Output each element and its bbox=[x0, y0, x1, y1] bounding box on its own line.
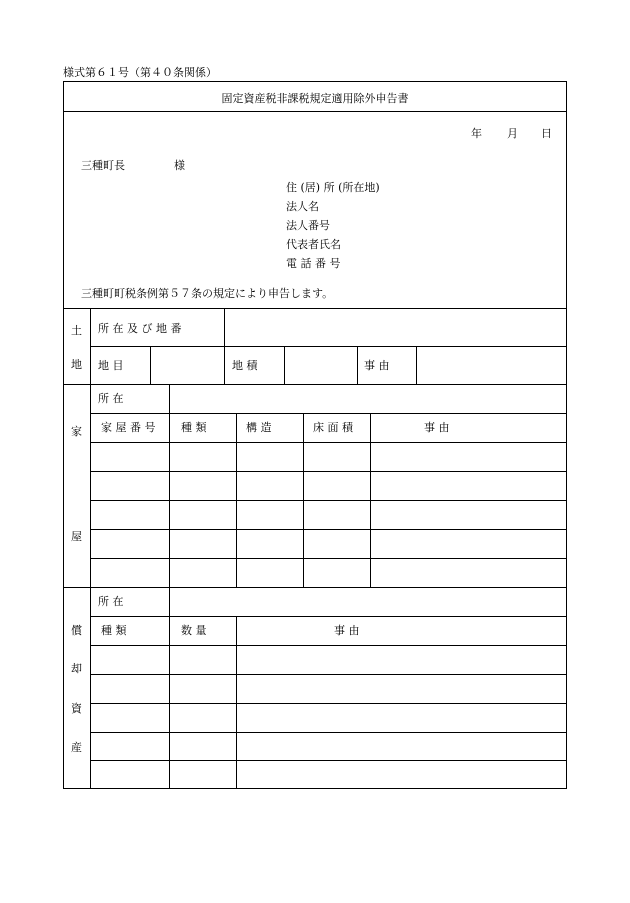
asset-header-quantity: 数 量 bbox=[181, 624, 207, 637]
asset-row[interactable] bbox=[90, 760, 566, 761]
house-row[interactable] bbox=[90, 558, 566, 559]
asset-header-type: 種 類 bbox=[101, 624, 127, 637]
date-day-field[interactable]: 日 bbox=[541, 127, 552, 140]
asset-side-label-2: 却 bbox=[71, 662, 82, 675]
land-category-label: 地 目 bbox=[98, 359, 124, 372]
applicant-corporation-name-field[interactable]: 法人名 bbox=[286, 200, 319, 213]
house-location-label: 所 在 bbox=[98, 392, 124, 405]
house-row[interactable] bbox=[90, 500, 566, 501]
asset-location-input[interactable] bbox=[170, 588, 565, 615]
declaration-form bbox=[63, 81, 567, 789]
date-month-field[interactable]: 月 bbox=[507, 127, 518, 140]
house-header-number: 家 屋 番 号 bbox=[101, 421, 156, 434]
house-side-label-1: 家 bbox=[71, 425, 82, 438]
land-category-input[interactable] bbox=[151, 347, 223, 383]
asset-side-label-4: 産 bbox=[71, 741, 82, 754]
land-area-input[interactable] bbox=[285, 347, 356, 383]
house-header-reason: 事 由 bbox=[424, 421, 450, 434]
asset-header-reason: 事 由 bbox=[334, 624, 360, 637]
house-row[interactable] bbox=[90, 529, 566, 530]
land-location-input[interactable] bbox=[225, 309, 565, 345]
land-side-label-1: 土 bbox=[71, 324, 82, 337]
asset-side-label-3: 資 bbox=[71, 702, 82, 715]
house-header-floor-area: 床 面 積 bbox=[313, 421, 353, 434]
asset-location-label: 所 在 bbox=[98, 595, 124, 608]
land-location-label: 所 在 及 び 地 番 bbox=[98, 322, 182, 335]
land-reason-input[interactable] bbox=[417, 347, 565, 383]
land-side-label-2: 地 bbox=[71, 358, 82, 371]
land-area-label: 地 積 bbox=[232, 359, 258, 372]
asset-row[interactable] bbox=[90, 703, 566, 704]
asset-row[interactable] bbox=[90, 674, 566, 675]
applicant-phone-field[interactable]: 電 話 番 号 bbox=[286, 257, 341, 270]
house-location-input[interactable] bbox=[170, 385, 565, 412]
house-header-structure: 構 造 bbox=[246, 421, 272, 434]
house-row[interactable] bbox=[90, 471, 566, 472]
title-divider bbox=[64, 111, 566, 112]
addressee-honorific: 様 bbox=[174, 159, 185, 172]
declaration-text: 三種町町税条例第５７条の規定により申告します。 bbox=[81, 287, 334, 300]
asset-row[interactable] bbox=[90, 732, 566, 733]
addressee-name: 三種町長 bbox=[81, 159, 125, 172]
applicant-representative-field[interactable]: 代表者氏名 bbox=[286, 238, 341, 251]
land-reason-label: 事 由 bbox=[364, 359, 390, 372]
house-side-label-2: 屋 bbox=[71, 530, 82, 543]
asset-side-label-1: 償 bbox=[71, 624, 82, 637]
applicant-address-field[interactable]: 住 (居) 所 (所在地) bbox=[286, 181, 380, 194]
applicant-corporation-number-field[interactable]: 法人番号 bbox=[286, 219, 330, 232]
date-year-field[interactable]: 年 bbox=[471, 127, 482, 140]
form-number: 様式第６１号（第４０条関係） bbox=[63, 66, 217, 79]
form-title: 固定資産税非課税規定適用除外申告書 bbox=[221, 92, 409, 105]
house-header-type: 種 類 bbox=[181, 421, 207, 434]
